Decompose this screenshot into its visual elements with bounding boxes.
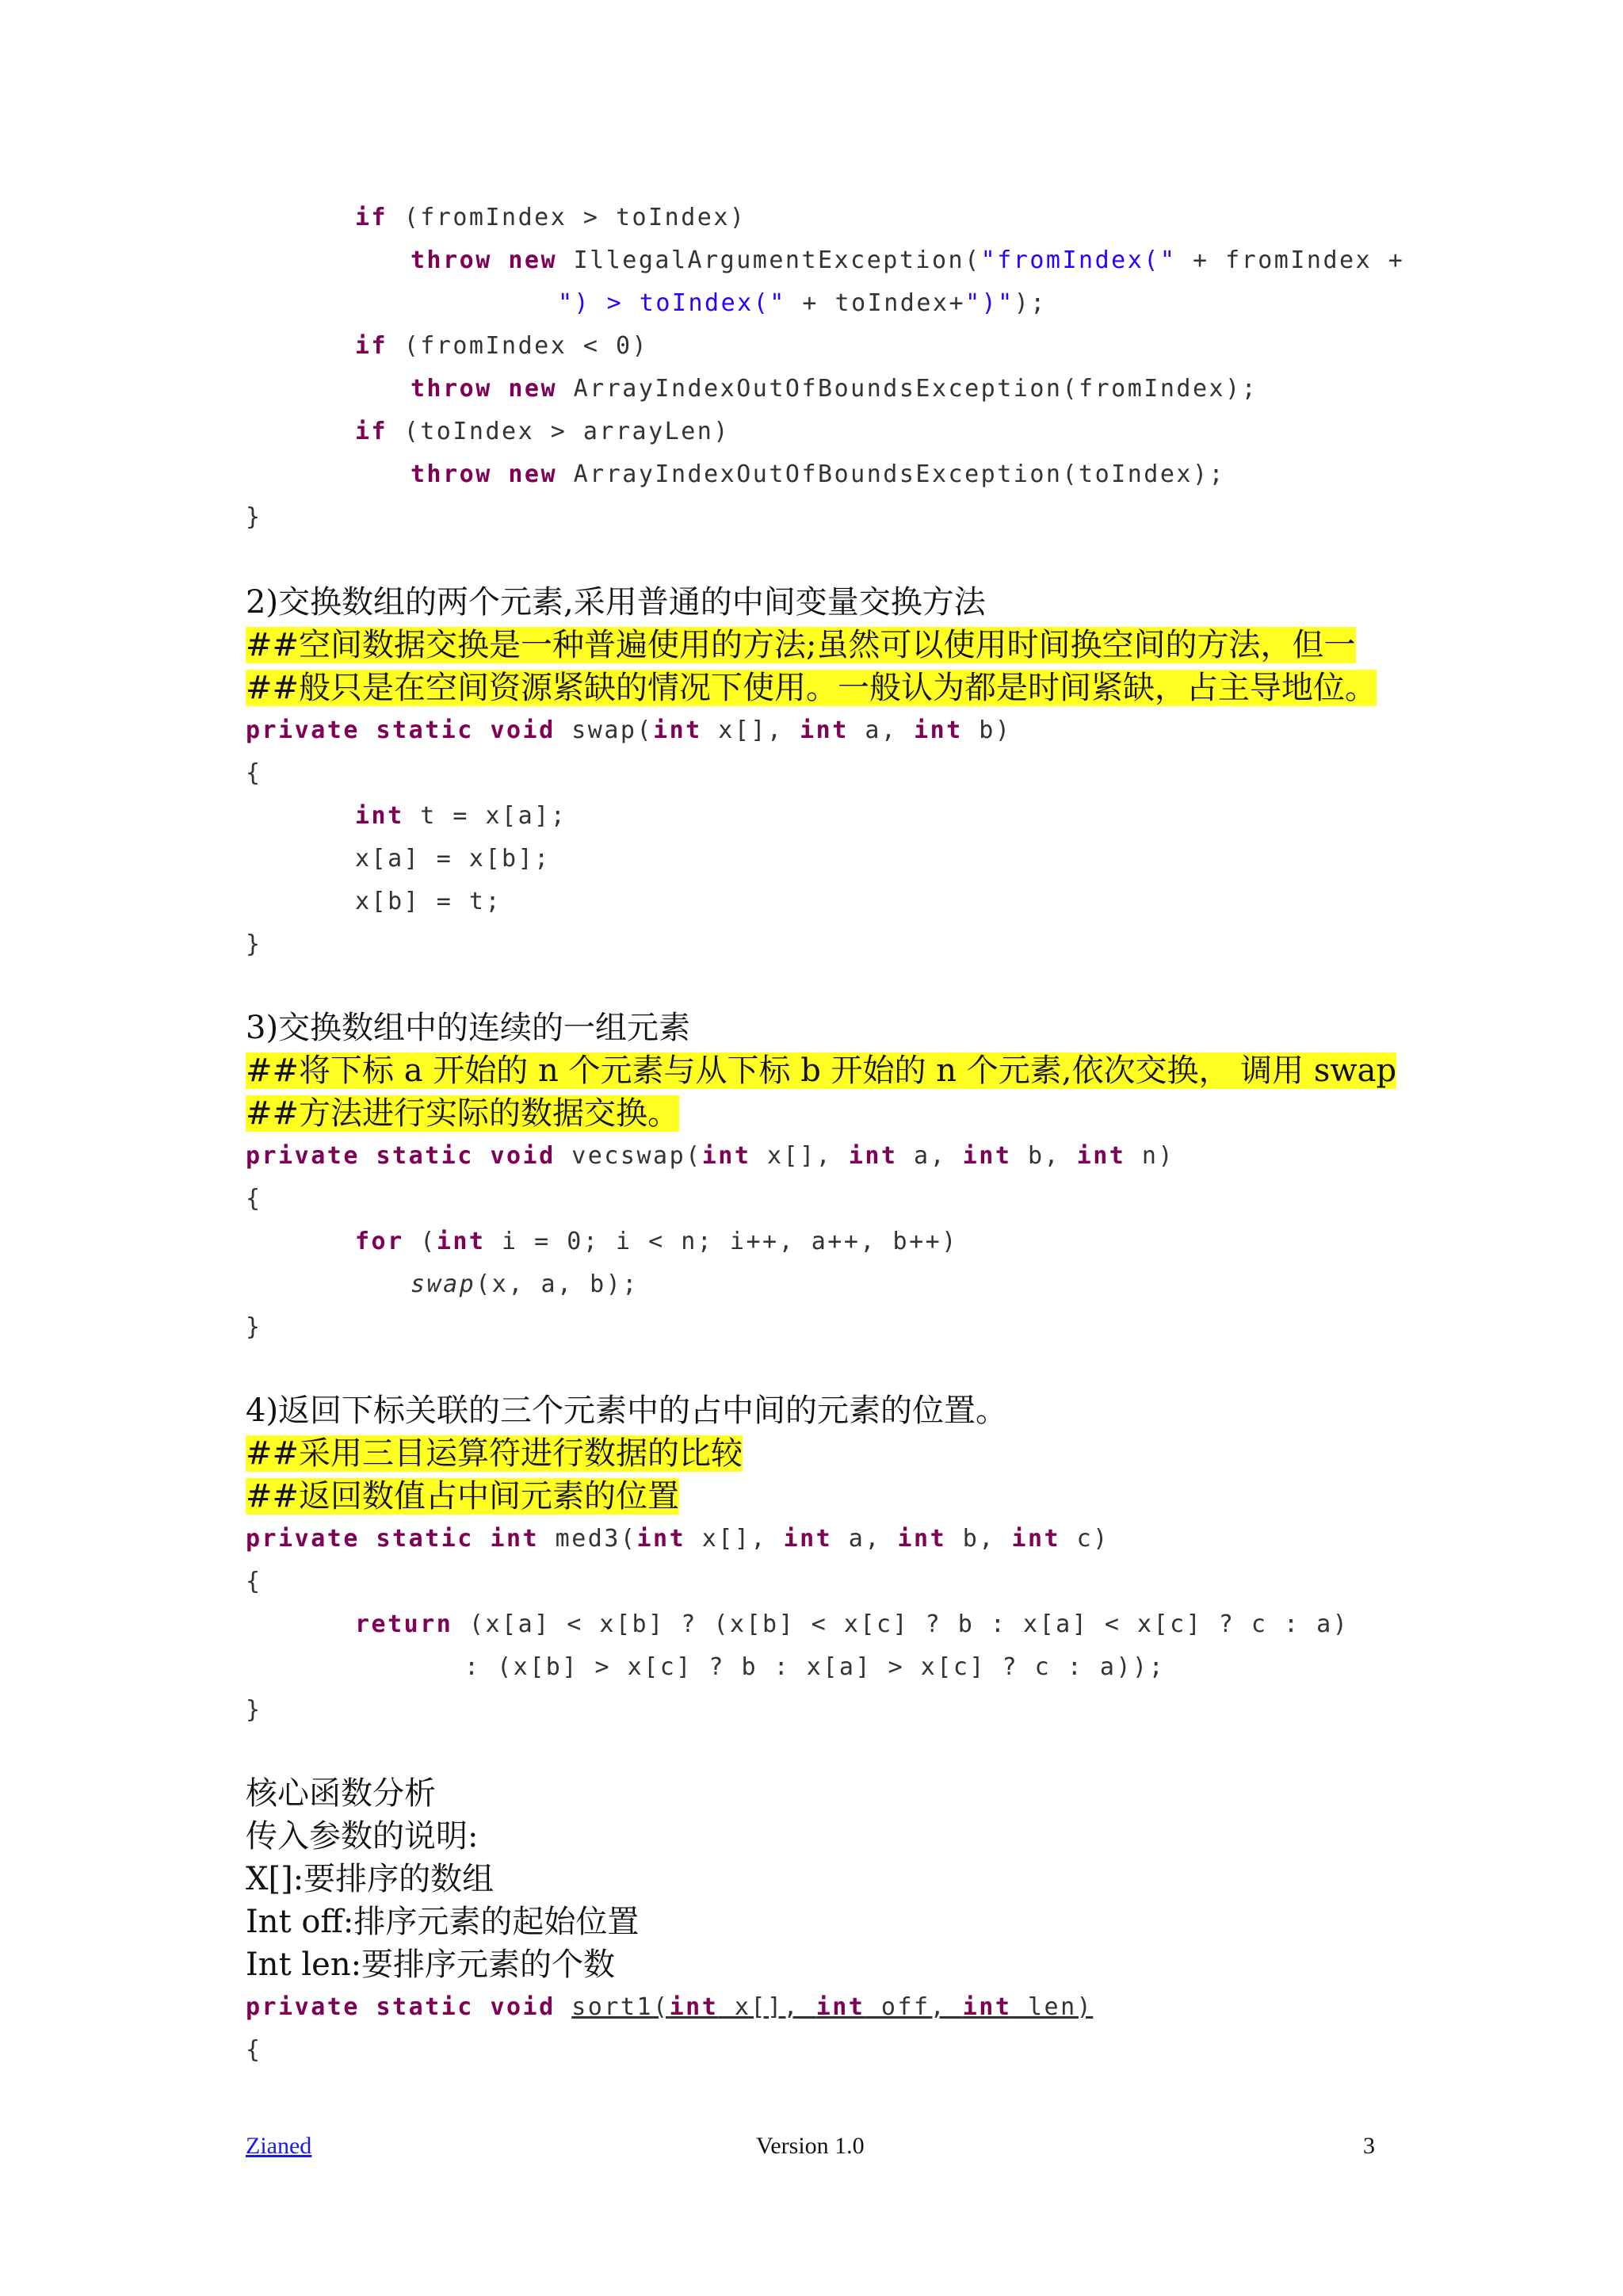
section-2-heading: 2)交换数组的两个元素,采用普通的中间变量交换方法 (246, 584, 986, 621)
section-5-title: 核心函数分析 (246, 1775, 436, 1812)
section-5-param-x: X[]:要排序的数组 (246, 1861, 495, 1897)
med3-close-brace: } (246, 1696, 262, 1724)
swap-signature: private static void swap(int x[], int a, int b) (246, 716, 1012, 744)
vecswap-call-line: swap(x, a, b); (411, 1270, 639, 1298)
code-line-throw-out-of-bounds-from: throw new ArrayIndexOutOfBoundsException(fromIndex); (411, 375, 1258, 403)
sort1-signature: private static void sort1(int x[], int off, int len) (246, 1993, 1094, 2021)
swap-close-brace: } (246, 930, 262, 958)
code-line-if-from-negative: if (fromIndex < 0) (355, 332, 649, 360)
code-line-throw-illegal-argument: throw new IllegalArgumentException("fromIndex(" + fromIndex + (411, 246, 1405, 274)
swap-line-1: int t = x[a]; (355, 802, 567, 830)
vecswap-signature: private static void vecswap(int x[], int a, int b, int n) (246, 1142, 1175, 1170)
med3-return-line-1: return (x[a] < x[b] ? (x[b] < x[c] ? b : x[a] < x[c] ? c : a) (355, 1610, 1350, 1638)
sort1-open-brace: { (246, 2036, 262, 2064)
section-2-note-2: ##般只是在空间资源紧缺的情况下使用。一般认为都是时间紧缺，占主导地位。 (246, 670, 1377, 706)
swap-line-2: x[a] = x[b]; (355, 845, 551, 873)
code-line-throw-out-of-bounds-to: throw new ArrayIndexOutOfBoundsException(toIndex); (411, 460, 1226, 488)
swap-line-3: x[b] = t; (355, 888, 502, 915)
section-3-note-2: ##方法进行实际的数据交换。 (246, 1095, 680, 1132)
med3-open-brace: { (246, 1568, 262, 1595)
code-line-throw-continuation: ") > toIndex(" + toIndex+")"); (558, 289, 1047, 317)
section-4-heading: 4)返回下标关联的三个元素中的占中间的元素的位置。 (246, 1392, 1008, 1429)
vecswap-for-line: for (int i = 0; i < n; i++, a++, b++) (355, 1228, 958, 1255)
code-line-close-brace: } (246, 503, 262, 531)
footer-author-link[interactable]: Zianed (246, 2133, 312, 2159)
section-2-note-1: ##空间数据交换是一种普遍使用的方法;虽然可以使用时间换空间的方法，但一 (246, 627, 1356, 663)
footer-author[interactable] (246, 2129, 311, 2164)
footer-version: Version 1.0 (756, 2133, 865, 2159)
swap-open-brace: { (246, 759, 262, 787)
section-5-param-off: Int off:排序元素的起始位置 (246, 1904, 640, 1940)
code-line-if-from-to: if (fromIndex > toIndex) (355, 204, 747, 231)
section-4-note-1: ##采用三目运算符进行数据的比较 (246, 1435, 743, 1472)
footer-page-number: 3 (1363, 2133, 1375, 2159)
vecswap-close-brace: } (246, 1313, 262, 1341)
section-3-note-1: ##将下标 a 开始的 n 个元素与从下标 b 开始的 n 个元素,依次交换， 调用 swap (246, 1052, 1397, 1089)
section-3-heading: 3)交换数组中的连续的一组元素 (246, 1010, 691, 1046)
med3-return-line-2: : (x[b] > x[c] ? b : x[a] > x[c] ? c : a)); (464, 1653, 1166, 1681)
vecswap-open-brace: { (246, 1185, 262, 1213)
section-5-param-heading: 传入参数的说明: (246, 1818, 479, 1855)
section-4-note-2: ##返回数值占中间元素的位置 (246, 1478, 680, 1515)
section-5-param-len: Int len:要排序元素的个数 (246, 1946, 616, 1983)
med3-signature: private static int med3(int x[], int a, int b, int c) (246, 1525, 1109, 1553)
code-line-if-to-over: if (toIndex > arrayLen) (355, 418, 730, 445)
